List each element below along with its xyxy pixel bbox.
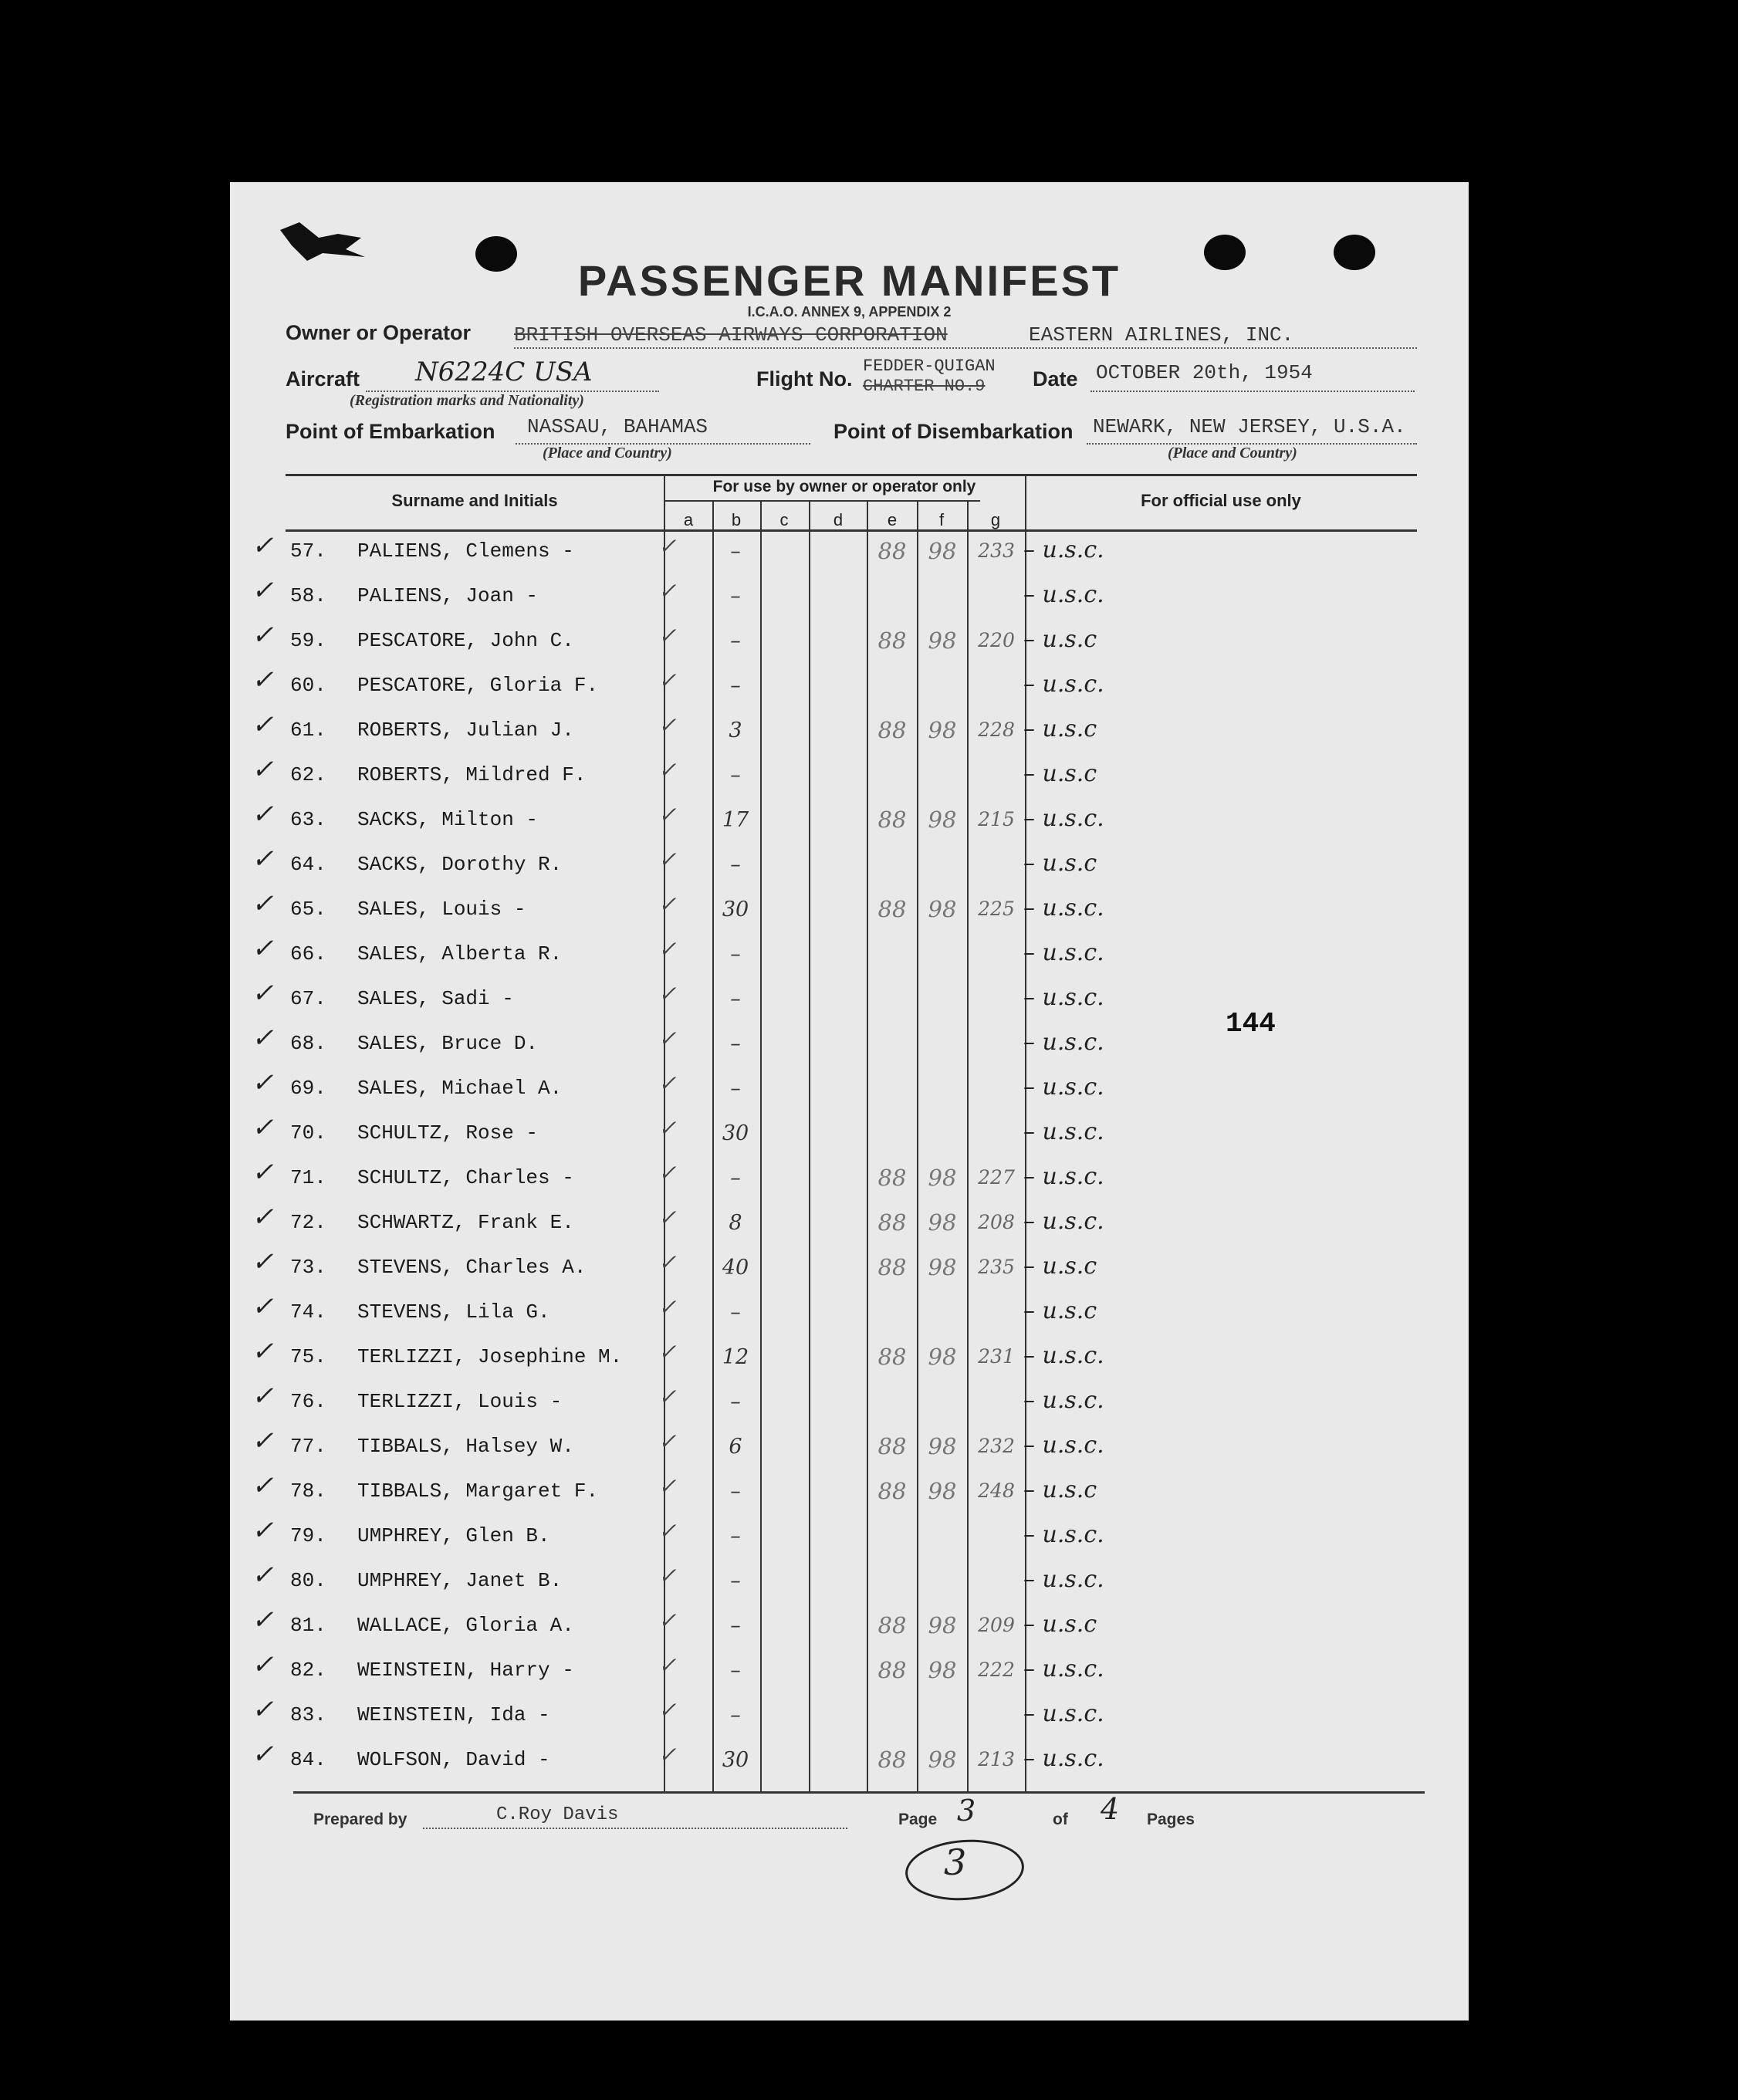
- table-row: [230, 1694, 1469, 1742]
- row-number: 75.: [290, 1345, 326, 1368]
- passenger-name: UMPHREY, Janet B.: [357, 1569, 563, 1592]
- col-e-value: 88: [877, 1612, 907, 1638]
- col-a-value: ✓: [658, 623, 677, 648]
- flight-label: Flight No.: [756, 367, 853, 391]
- col-e-value: 88: [877, 1478, 907, 1504]
- official-note: – u.s.c.: [1023, 805, 1104, 832]
- table-row: [230, 799, 1469, 847]
- col-g-value: 231: [978, 1345, 1015, 1368]
- col-g-value: 220: [978, 629, 1015, 651]
- col-a-value: ✓: [658, 668, 677, 693]
- col-b-value: –: [730, 1032, 741, 1056]
- table-row: [230, 933, 1469, 981]
- page-title: PASSENGER MANIFEST: [577, 256, 1121, 305]
- check-mark: ✓: [252, 709, 274, 740]
- col-b-value: –: [730, 987, 741, 1011]
- col-f-value: 98: [928, 896, 957, 922]
- row-number: 59.: [290, 629, 326, 652]
- col-b-value: –: [730, 1659, 741, 1682]
- check-mark: ✓: [252, 1246, 274, 1277]
- flight-struck-value: CHARTER NO.9: [863, 377, 986, 396]
- owner-value: EASTERN AIRLINES, INC.: [1029, 323, 1294, 347]
- passenger-name: WALLACE, Gloria A.: [357, 1614, 574, 1637]
- col-a-value: ✓: [658, 802, 677, 827]
- col-b-value: –: [730, 584, 741, 608]
- aircraft-caption: (Registration marks and Nationality): [350, 392, 584, 409]
- col-header-c: c: [779, 510, 789, 529]
- row-number: 63.: [290, 808, 326, 831]
- row-number: 79.: [290, 1524, 326, 1547]
- col-f-value: 98: [928, 807, 957, 833]
- table-row: [230, 1605, 1469, 1652]
- col-f-value: 98: [928, 1209, 957, 1236]
- check-mark: ✓: [252, 1739, 274, 1770]
- official-note: – u.s.c: [1023, 1253, 1097, 1280]
- col-f-value: 98: [928, 1747, 957, 1773]
- passenger-name: SCHWARTZ, Frank E.: [357, 1211, 574, 1234]
- owner-subheader-rule: [664, 500, 980, 502]
- col-f-value: 98: [928, 1478, 957, 1504]
- official-note: – u.s.c.: [1023, 1074, 1104, 1101]
- col-e-value: 88: [877, 896, 907, 922]
- col-b-value: 30: [722, 1748, 749, 1772]
- table-row: [230, 1381, 1469, 1429]
- official-note: – u.s.c.: [1023, 1745, 1104, 1772]
- page-subtitle: I.C.A.O. ANNEX 9, APPENDIX 2: [747, 304, 952, 320]
- official-note: – u.s.c: [1023, 760, 1097, 787]
- col-a-value: ✓: [658, 578, 677, 604]
- col-header-g: g: [990, 510, 1001, 529]
- col-e-value: 88: [877, 1657, 907, 1683]
- row-number: 77.: [290, 1435, 326, 1458]
- official-note: – u.s.c: [1023, 1611, 1097, 1638]
- check-mark: ✓: [252, 1694, 274, 1725]
- prepared-by-value: C.Roy Davis: [496, 1804, 619, 1825]
- passenger-name: WEINSTEIN, Harry -: [357, 1659, 574, 1682]
- col-e-value: 88: [877, 1209, 907, 1236]
- col-f-value: 98: [928, 1254, 957, 1280]
- col-a-value: ✓: [658, 1250, 677, 1275]
- check-mark: ✓: [252, 1649, 274, 1680]
- passenger-name: SALES, Sadi -: [357, 987, 514, 1010]
- col-a-value: ✓: [658, 757, 677, 783]
- row-number: 78.: [290, 1479, 326, 1503]
- official-note: – u.s.c.: [1023, 984, 1104, 1011]
- check-mark: ✓: [252, 530, 274, 561]
- check-mark: ✓: [252, 1336, 274, 1367]
- col-a-value: ✓: [658, 1563, 677, 1588]
- table-row: [230, 754, 1469, 802]
- check-mark: ✓: [252, 1067, 274, 1098]
- col-a-value: ✓: [658, 1339, 677, 1364]
- official-note: – u.s.c.: [1023, 1163, 1104, 1190]
- table-row: [230, 1425, 1469, 1473]
- col-b-value: –: [730, 853, 741, 877]
- col-a-value: ✓: [658, 1384, 677, 1409]
- col-b-value: –: [730, 763, 741, 787]
- passenger-name: ROBERTS, Mildred F.: [357, 763, 587, 786]
- official-note: – u.s.c: [1023, 1476, 1097, 1503]
- passenger-name: TERLIZZI, Josephine M.: [357, 1345, 623, 1368]
- table-bottom-rule: [293, 1791, 1425, 1794]
- col-a-value: ✓: [658, 1160, 677, 1185]
- row-number: 82.: [290, 1659, 326, 1682]
- col-a-value: ✓: [658, 533, 677, 559]
- col-e-value: 88: [877, 1344, 907, 1370]
- official-note: – u.s.c.: [1023, 1118, 1104, 1145]
- col-header-e: e: [887, 510, 898, 529]
- col-b-value: –: [730, 1703, 741, 1727]
- col-f-value: 98: [928, 1657, 957, 1683]
- manifest-page: [230, 182, 1469, 2021]
- col-b-value: 40: [722, 1256, 749, 1280]
- col-f-value: 98: [928, 627, 957, 654]
- col-b-value: –: [730, 629, 741, 653]
- col-b-value: 8: [729, 1211, 742, 1235]
- official-note: – u.s.c.: [1023, 581, 1104, 608]
- check-mark: ✓: [252, 933, 274, 964]
- col-a-value: ✓: [658, 1294, 677, 1320]
- check-mark: ✓: [252, 1202, 274, 1233]
- check-mark: ✓: [252, 754, 274, 785]
- date-value: OCTOBER 20th, 1954: [1096, 361, 1313, 384]
- table-row: [230, 888, 1469, 936]
- row-number: 83.: [290, 1703, 326, 1726]
- check-mark: ✓: [252, 1291, 274, 1322]
- col-a-value: ✓: [658, 1205, 677, 1230]
- col-b-value: –: [730, 1300, 741, 1324]
- table-top-rule: [286, 474, 1417, 476]
- official-note: – u.s.c: [1023, 1297, 1097, 1324]
- row-number: 62.: [290, 763, 326, 786]
- table-row: [230, 1112, 1469, 1160]
- col-g-value: 222: [978, 1659, 1015, 1681]
- check-mark: ✓: [252, 1381, 274, 1412]
- pages-label: Pages: [1147, 1811, 1195, 1828]
- row-number: 71.: [290, 1166, 326, 1189]
- col-e-value: 88: [877, 1254, 907, 1280]
- check-mark: ✓: [252, 620, 274, 651]
- embarkation-label: Point of Embarkation: [286, 420, 495, 443]
- col-f-value: 98: [928, 1344, 957, 1370]
- col-e-value: 88: [877, 1747, 907, 1773]
- passenger-name: UMPHREY, Glen B.: [357, 1524, 550, 1547]
- date-dotline: [1090, 391, 1415, 392]
- col-f-value: 98: [928, 1612, 957, 1638]
- stamped-number: 144: [1226, 1008, 1276, 1040]
- col-a-value: ✓: [658, 1652, 677, 1678]
- row-number: 80.: [290, 1569, 326, 1592]
- passenger-name: SALES, Louis -: [357, 898, 526, 921]
- official-note: – u.s.c.: [1023, 1521, 1104, 1548]
- col-g-value: 235: [978, 1256, 1015, 1278]
- table-row: [230, 1067, 1469, 1115]
- row-number: 84.: [290, 1748, 326, 1771]
- table-row: [230, 620, 1469, 668]
- col-b-value: –: [730, 1166, 741, 1190]
- passenger-name: PESCATORE, Gloria F.: [357, 674, 599, 697]
- embarkation-caption: (Place and Country): [543, 445, 672, 462]
- official-note: – u.s.c.: [1023, 939, 1104, 966]
- passenger-name: STEVENS, Charles A.: [357, 1256, 587, 1279]
- col-header-owner: For use by owner or operator only: [712, 478, 976, 495]
- col-g-value: 208: [978, 1211, 1015, 1233]
- passenger-name: PESCATORE, John C.: [357, 629, 574, 652]
- row-number: 76.: [290, 1390, 326, 1413]
- table-row: [230, 1560, 1469, 1608]
- owner-struck-value: BRITISH OVERSEAS AIRWAYS CORPORATION: [514, 323, 948, 347]
- row-number: 64.: [290, 853, 326, 876]
- table-row: [230, 1470, 1469, 1518]
- table-row: [230, 1649, 1469, 1697]
- col-header-b: b: [731, 510, 742, 529]
- col-b-value: 12: [722, 1345, 749, 1369]
- col-b-value: 30: [722, 898, 749, 921]
- row-number: 72.: [290, 1211, 326, 1234]
- check-mark: ✓: [252, 1560, 274, 1591]
- row-number: 81.: [290, 1614, 326, 1637]
- official-note: – u.s.c.: [1023, 1208, 1104, 1235]
- table-row: [230, 709, 1469, 757]
- official-note: – u.s.c.: [1023, 1700, 1104, 1727]
- col-g-value: 209: [978, 1614, 1015, 1636]
- passenger-name: SALES, Bruce D.: [357, 1032, 539, 1055]
- owner-label: Owner or Operator: [286, 321, 472, 344]
- check-mark: ✓: [252, 1112, 274, 1143]
- col-b-value: 3: [729, 719, 742, 742]
- table-row: [230, 978, 1469, 1026]
- check-mark: ✓: [252, 575, 274, 606]
- passenger-name: SALES, Alberta R.: [357, 942, 563, 965]
- official-note: – u.s.c.: [1023, 894, 1104, 921]
- col-header-f: f: [938, 510, 945, 529]
- official-note: – u.s.c.: [1023, 1029, 1104, 1056]
- col-header-name: Surname and Initials: [391, 491, 558, 510]
- col-b-value: –: [730, 674, 741, 698]
- table-row: [230, 1202, 1469, 1250]
- col-b-value: –: [730, 1077, 741, 1101]
- col-e-value: 88: [877, 538, 907, 564]
- col-b-value: –: [730, 539, 741, 563]
- check-mark: ✓: [252, 1515, 274, 1546]
- date-label: Date: [1033, 367, 1078, 391]
- table-row: [230, 575, 1469, 623]
- row-number: 57.: [290, 539, 326, 563]
- official-note: – u.s.c.: [1023, 1432, 1104, 1459]
- col-a-value: ✓: [658, 1473, 677, 1499]
- table-row: [230, 1336, 1469, 1384]
- embarkation-value: NASSAU, BAHAMAS: [527, 415, 708, 438]
- passenger-name: WEINSTEIN, Ida -: [357, 1703, 550, 1726]
- check-mark: ✓: [252, 664, 274, 695]
- row-number: 73.: [290, 1256, 326, 1279]
- col-a-value: ✓: [658, 1115, 677, 1141]
- row-number: 58.: [290, 584, 326, 607]
- passenger-name: STEVENS, Lila G.: [357, 1300, 550, 1324]
- row-number: 69.: [290, 1077, 326, 1100]
- passenger-name: TIBBALS, Margaret F.: [357, 1479, 599, 1503]
- col-b-value: –: [730, 942, 741, 966]
- official-note: – u.s.c.: [1023, 1566, 1104, 1593]
- passenger-name: SACKS, Milton -: [357, 808, 539, 831]
- col-e-value: 88: [877, 627, 907, 654]
- col-a-value: ✓: [658, 1697, 677, 1723]
- col-b-value: 6: [729, 1435, 742, 1459]
- row-number: 65.: [290, 898, 326, 921]
- col-b-value: –: [730, 1614, 741, 1638]
- check-mark: ✓: [252, 1425, 274, 1456]
- table-row: [230, 1157, 1469, 1205]
- col-a-value: ✓: [658, 1429, 677, 1454]
- col-a-value: ✓: [658, 936, 677, 962]
- prepared-by-label: Prepared by: [313, 1811, 407, 1828]
- col-g-value: 227: [978, 1166, 1015, 1189]
- official-note: – u.s.c.: [1023, 1655, 1104, 1682]
- official-note: – u.s.c.: [1023, 1342, 1104, 1369]
- passenger-name: SCHULTZ, Rose -: [357, 1121, 539, 1145]
- col-f-value: 98: [928, 717, 957, 743]
- check-mark: ✓: [252, 1605, 274, 1635]
- owner-dotline: [514, 347, 1417, 349]
- check-mark: ✓: [252, 844, 274, 874]
- of-label: of: [1053, 1811, 1068, 1828]
- circled-page-number: 3: [944, 1841, 967, 1883]
- col-g-value: 215: [978, 808, 1015, 830]
- col-a-value: ✓: [658, 891, 677, 917]
- row-number: 74.: [290, 1300, 326, 1324]
- table-row: [230, 664, 1469, 712]
- passenger-name: PALIENS, Clemens -: [357, 539, 574, 563]
- col-e-value: 88: [877, 1165, 907, 1191]
- col-g-value: 248: [978, 1479, 1015, 1502]
- col-f-value: 98: [928, 1165, 957, 1191]
- col-header-a: a: [683, 510, 694, 529]
- row-number: 68.: [290, 1032, 326, 1055]
- row-number: 60.: [290, 674, 326, 697]
- check-mark: ✓: [252, 1470, 274, 1501]
- col-a-value: ✓: [658, 1026, 677, 1051]
- check-mark: ✓: [252, 799, 274, 830]
- col-b-value: –: [730, 1524, 741, 1548]
- official-note: – u.s.c: [1023, 715, 1097, 742]
- row-number: 61.: [290, 719, 326, 742]
- passenger-name: ROBERTS, Julian J.: [357, 719, 574, 742]
- col-header-official: For official use only: [1141, 491, 1301, 510]
- col-b-value: 30: [722, 1121, 749, 1145]
- disembarkation-caption: (Place and Country): [1168, 445, 1297, 462]
- of-value: 4: [1101, 1792, 1120, 1826]
- check-mark: ✓: [252, 1157, 274, 1188]
- col-g-value: 233: [978, 539, 1015, 562]
- table-row: [230, 1246, 1469, 1294]
- passenger-name: SACKS, Dorothy R.: [357, 853, 563, 876]
- page-label: Page: [898, 1811, 938, 1828]
- col-f-value: 98: [928, 538, 957, 564]
- passenger-name: PALIENS, Joan -: [357, 584, 539, 607]
- table-row: [230, 1739, 1469, 1787]
- table-row: [230, 530, 1469, 578]
- official-note: – u.s.c: [1023, 850, 1097, 877]
- col-g-value: 213: [978, 1748, 1015, 1770]
- table-row: [230, 844, 1469, 891]
- row-number: 67.: [290, 987, 326, 1010]
- aircraft-value: N6224C USA: [415, 357, 593, 387]
- official-note: – u.s.c.: [1023, 671, 1104, 698]
- col-a-value: ✓: [658, 1518, 677, 1544]
- col-a-value: ✓: [658, 1070, 677, 1096]
- check-mark: ✓: [252, 888, 274, 919]
- col-g-value: 225: [978, 898, 1015, 920]
- table-row: [230, 1291, 1469, 1339]
- disembarkation-label: Point of Disembarkation: [833, 420, 1074, 443]
- disembarkation-value: NEWARK, NEW JERSEY, U.S.A.: [1093, 415, 1406, 438]
- aircraft-label: Aircraft: [286, 367, 360, 391]
- col-b-value: –: [730, 1569, 741, 1593]
- col-a-value: ✓: [658, 1742, 677, 1767]
- row-number: 66.: [290, 942, 326, 965]
- check-mark: ✓: [252, 1023, 274, 1053]
- passenger-name: SCHULTZ, Charles -: [357, 1166, 574, 1189]
- passenger-name: WOLFSON, David -: [357, 1748, 550, 1771]
- passenger-name: TIBBALS, Halsey W.: [357, 1435, 574, 1458]
- col-e-value: 88: [877, 1433, 907, 1459]
- col-b-value: 17: [722, 808, 749, 832]
- row-number: 70.: [290, 1121, 326, 1145]
- check-mark: ✓: [252, 978, 274, 1009]
- passenger-name: TERLIZZI, Louis -: [357, 1390, 563, 1413]
- col-header-d: d: [833, 510, 844, 529]
- col-e-value: 88: [877, 807, 907, 833]
- col-a-value: ✓: [658, 712, 677, 738]
- col-b-value: –: [730, 1390, 741, 1414]
- col-f-value: 98: [928, 1433, 957, 1459]
- col-a-value: ✓: [658, 847, 677, 872]
- flight-value: FEDDER-QUIGAN: [863, 357, 996, 376]
- page-value: 3: [957, 1794, 976, 1828]
- col-g-value: 228: [978, 719, 1015, 741]
- col-a-value: ✓: [658, 1608, 677, 1633]
- col-e-value: 88: [877, 717, 907, 743]
- prepared-by-dotline: [423, 1828, 847, 1829]
- table-row: [230, 1515, 1469, 1563]
- official-note: – u.s.c: [1023, 626, 1097, 653]
- col-a-value: ✓: [658, 981, 677, 1006]
- official-note: – u.s.c.: [1023, 1387, 1104, 1414]
- col-b-value: –: [730, 1479, 741, 1503]
- col-g-value: 232: [978, 1435, 1015, 1457]
- official-note: – u.s.c.: [1023, 536, 1104, 563]
- passenger-name: SALES, Michael A.: [357, 1077, 563, 1100]
